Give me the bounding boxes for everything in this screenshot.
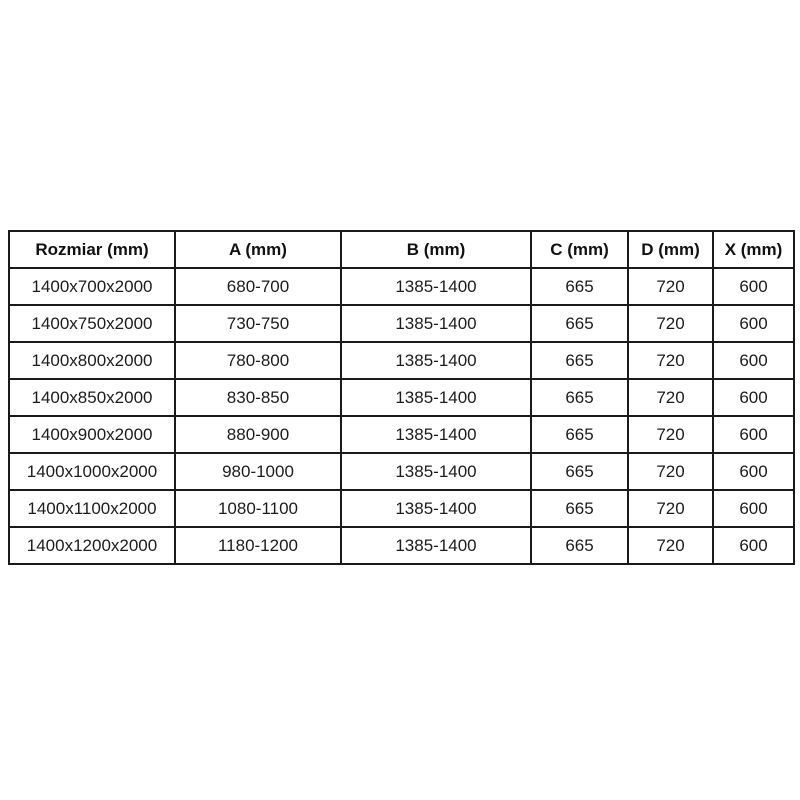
table-row (9, 453, 794, 490)
table-cell: 600 (713, 268, 794, 305)
header-row (9, 231, 794, 268)
column-header: D (mm) (628, 231, 713, 268)
table-cell: 665 (531, 527, 628, 564)
table-row (9, 379, 794, 416)
table-cell: 600 (713, 342, 794, 379)
table-cell: 665 (531, 268, 628, 305)
table-cell: 730-750 (175, 305, 341, 342)
table-cell: 1080-1100 (175, 490, 341, 527)
table-cell: 665 (531, 490, 628, 527)
table-cell: 665 (531, 416, 628, 453)
table-cell: 780-800 (175, 342, 341, 379)
table-cell: 1400x1200x2000 (9, 527, 175, 564)
size-specification-table (8, 230, 795, 565)
column-header: B (mm) (341, 231, 531, 268)
table-cell: 665 (531, 342, 628, 379)
table-row (9, 268, 794, 305)
table-cell: 1385-1400 (341, 490, 531, 527)
table-cell: 720 (628, 527, 713, 564)
table-cell: 665 (531, 305, 628, 342)
table-cell: 1400x900x2000 (9, 416, 175, 453)
table-cell: 1385-1400 (341, 453, 531, 490)
table-cell: 665 (531, 453, 628, 490)
table-cell: 1400x700x2000 (9, 268, 175, 305)
table-cell: 680-700 (175, 268, 341, 305)
table-cell: 1385-1400 (341, 379, 531, 416)
table-row (9, 416, 794, 453)
table-cell: 720 (628, 490, 713, 527)
table-row (9, 490, 794, 527)
table-cell: 1400x850x2000 (9, 379, 175, 416)
table-cell: 1385-1400 (341, 268, 531, 305)
column-header: X (mm) (713, 231, 794, 268)
table-cell: 720 (628, 379, 713, 416)
table-cell: 830-850 (175, 379, 341, 416)
table-cell: 720 (628, 305, 713, 342)
table-cell: 1400x750x2000 (9, 305, 175, 342)
table-row (9, 527, 794, 564)
table-cell: 880-900 (175, 416, 341, 453)
table-cell: 720 (628, 416, 713, 453)
table-cell: 720 (628, 268, 713, 305)
column-header: C (mm) (531, 231, 628, 268)
table-cell: 1385-1400 (341, 342, 531, 379)
table-row (9, 342, 794, 379)
table-cell: 600 (713, 490, 794, 527)
table-cell: 665 (531, 379, 628, 416)
table-cell: 1385-1400 (341, 527, 531, 564)
column-header: A (mm) (175, 231, 341, 268)
table-cell: 1385-1400 (341, 305, 531, 342)
table-cell: 600 (713, 453, 794, 490)
table-cell: 980-1000 (175, 453, 341, 490)
table-cell: 1400x1000x2000 (9, 453, 175, 490)
table-cell: 600 (713, 305, 794, 342)
table-cell: 600 (713, 416, 794, 453)
table-cell: 720 (628, 342, 713, 379)
table-body (9, 268, 794, 564)
table-cell: 720 (628, 453, 713, 490)
table-cell: 1180-1200 (175, 527, 341, 564)
table-cell: 1400x1100x2000 (9, 490, 175, 527)
table-row (9, 305, 794, 342)
table-cell: 1400x800x2000 (9, 342, 175, 379)
table-cell: 600 (713, 379, 794, 416)
column-header: Rozmiar (mm) (9, 231, 175, 268)
table-cell: 600 (713, 527, 794, 564)
table-cell: 1385-1400 (341, 416, 531, 453)
